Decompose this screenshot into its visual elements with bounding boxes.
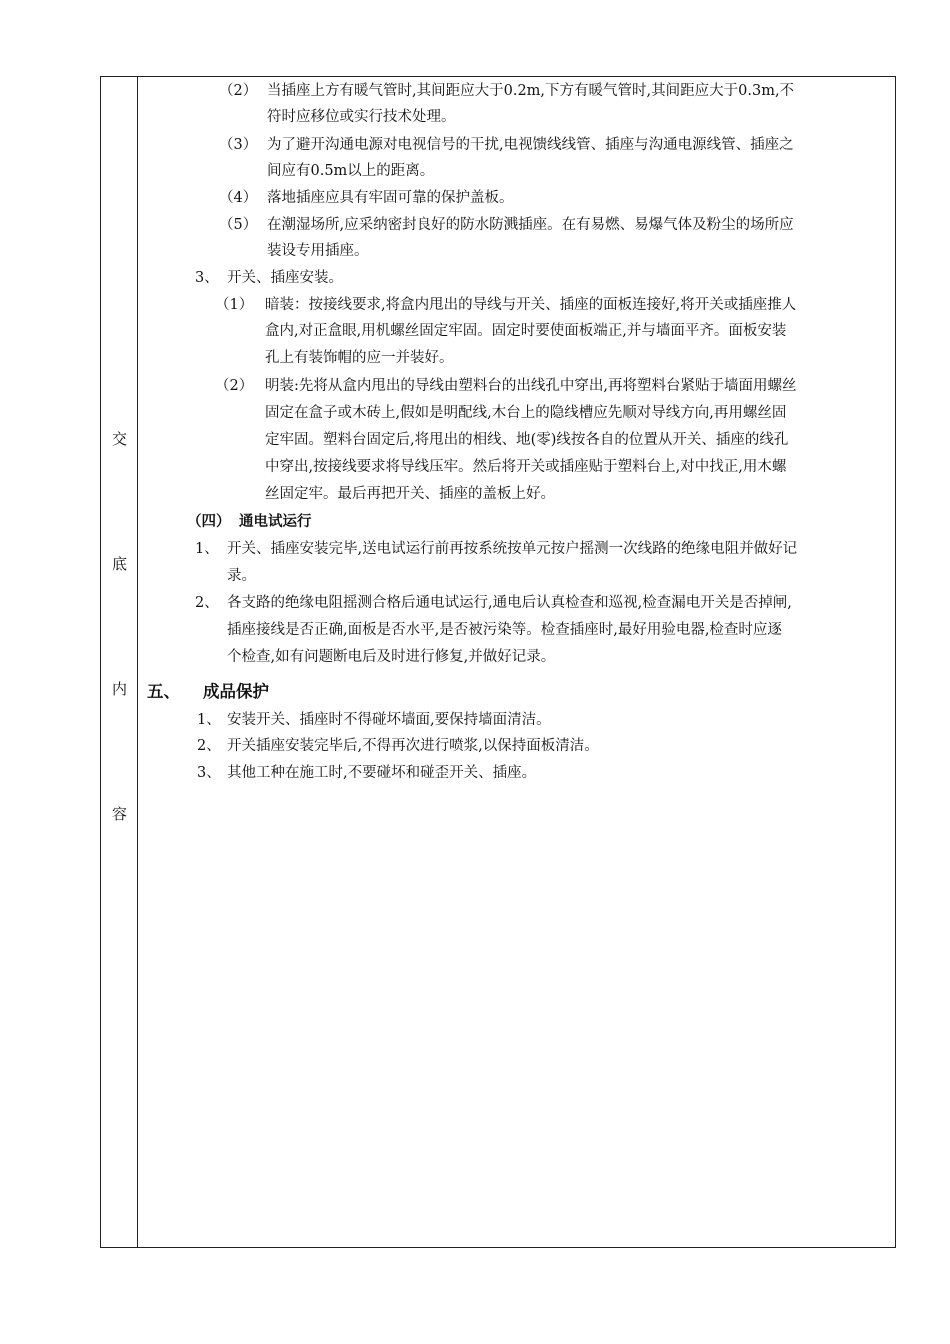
item-text-line: 开关插座安装完毕后,不得再次进行喷浆,以保持面板清洁。: [227, 738, 599, 754]
section-heading: [139, 509, 887, 535]
item-number: （4）: [219, 190, 258, 206]
item-text-line: 录。: [227, 568, 256, 584]
list-item-continuation: [139, 400, 887, 426]
list-item-continuation: [139, 318, 887, 344]
item-text-line: 间应有0.5m以上的距离。: [267, 163, 435, 179]
side-label-char: 底: [111, 555, 127, 573]
item-text-line: 在潮湿场所,应采纳密封良好的防水防溅插座。在有易燃、易爆气体及粉尘的场所应: [267, 217, 794, 233]
list-item-continuation: [139, 238, 887, 264]
list-item-continuation: [139, 563, 887, 589]
list-item: [139, 212, 887, 238]
section-number: 五、: [147, 682, 180, 701]
list-item-continuation: [139, 644, 887, 670]
content-area: [139, 77, 895, 1247]
list-item-continuation: [139, 158, 887, 184]
side-label-char: 交: [111, 430, 127, 448]
item-text-line: 中穿出,按接线要求将导线压牢。然后将开关或插座贴于塑料台上,对中找正,用木螺: [265, 459, 787, 475]
list-item-continuation: [139, 454, 887, 480]
item-number: 1、: [195, 541, 219, 557]
item-number: 2、: [197, 738, 221, 754]
side-label-column: [101, 77, 138, 1247]
item-text-line: 当插座上方有暖气管时,其间距应大于0.2m,下方有暖气管时,其间距应大于0.3m,不: [267, 83, 795, 99]
item-number: （2）: [215, 378, 254, 394]
list-item: [139, 536, 887, 562]
item-text-line: 其他工种在施工时,不要碰坏和碰歪开关、插座。: [227, 765, 537, 781]
item-number: 2、: [195, 595, 219, 611]
item-number: （1）: [215, 297, 254, 313]
item-text-line: 各支路的绝缘电阻摇测合格后通电试运行,通电后认真检查和巡视,检查漏电开关是否掉闸,: [227, 595, 792, 611]
item-text-line: 个检查,如有问题断电后及时进行修复,并做好记录。: [227, 649, 556, 665]
item-text-line: 插座接线是否正确,面板是否水平,是否被污染等。检查插座时,最好用验电器,检查时应逐: [227, 622, 782, 638]
item-number: （5）: [219, 217, 258, 233]
list-item: [139, 78, 887, 104]
item-text-line: 暗装：按接线要求,将盒内甩出的导线与开关、插座的面板连接好,将开关或插座推人: [265, 297, 797, 313]
list-item: [139, 292, 887, 318]
list-item-continuation: [139, 617, 887, 643]
section-number: 3、: [195, 270, 219, 286]
item-text-line: 安装开关、插座时不得碰坏墙面,要保持墙面清洁。: [227, 712, 551, 728]
list-item-continuation: [139, 345, 887, 371]
item-text-line: 孔上有装饰帽的应一并装好。: [265, 350, 454, 366]
section-number: （四）: [187, 514, 231, 530]
list-item: [139, 733, 887, 759]
list-item: [139, 373, 887, 399]
list-item-continuation: [139, 427, 887, 453]
list-item-continuation: [139, 481, 887, 507]
item-text-line: 符时应移位或实行技术处理。: [267, 109, 456, 125]
item-text-line: 装设专用插座。: [267, 243, 369, 259]
section-heading: [139, 679, 887, 705]
section-title: 通电试运行: [239, 514, 312, 530]
item-text-line: 明装:先将从盒内甩出的导线由塑料台的出线孔中穿出,再将塑料台紧贴于墙面用螺丝: [265, 378, 797, 394]
list-item: [139, 132, 887, 158]
list-item: [139, 707, 887, 733]
item-text-line: 为了避开沟通电源对电视信号的干扰,电视馈线线管、插座与沟通电源线管、插座之: [267, 137, 794, 153]
item-text-line: 开关、插座安装完毕,送电试运行前再按系统按单元按户摇测一次线路的绝缘电阻并做好记: [227, 541, 798, 557]
disclosure-table: [100, 76, 896, 1248]
item-text-line: 落地插座应具有牢固可靠的保护盖板。: [267, 190, 514, 206]
list-item: [139, 185, 887, 211]
item-text-line: 定牢固。塑料台固定后,将甩出的相线、地(零)线按各自的位置从开关、插座的线孔: [265, 432, 789, 448]
item-number: 1、: [197, 712, 221, 728]
section-title: 开关、插座安装。: [227, 270, 343, 286]
item-text-line: 盒内,对正盒眼,用机螺丝固定牢固。固定时要使面板端正,并与墙面平齐。面板安装: [265, 323, 787, 339]
list-item: [139, 590, 887, 616]
side-label-char: 容: [111, 805, 127, 823]
item-text-line: 丝固定牢。最后再把开关、插座的盖板上好。: [265, 486, 555, 502]
section-title: 成品保护: [203, 682, 269, 701]
list-item-continuation: [139, 104, 887, 130]
item-text-line: 固定在盒子或木砖上,假如是明配线,木台上的隐线槽应先顺对导线方向,再用螺丝固: [265, 405, 787, 421]
item-number: （2）: [219, 83, 258, 99]
side-label-char: 内: [111, 680, 127, 698]
item-number: （3）: [219, 137, 258, 153]
section-heading: [139, 265, 887, 291]
item-number: 3、: [197, 765, 221, 781]
list-item: [139, 760, 887, 786]
